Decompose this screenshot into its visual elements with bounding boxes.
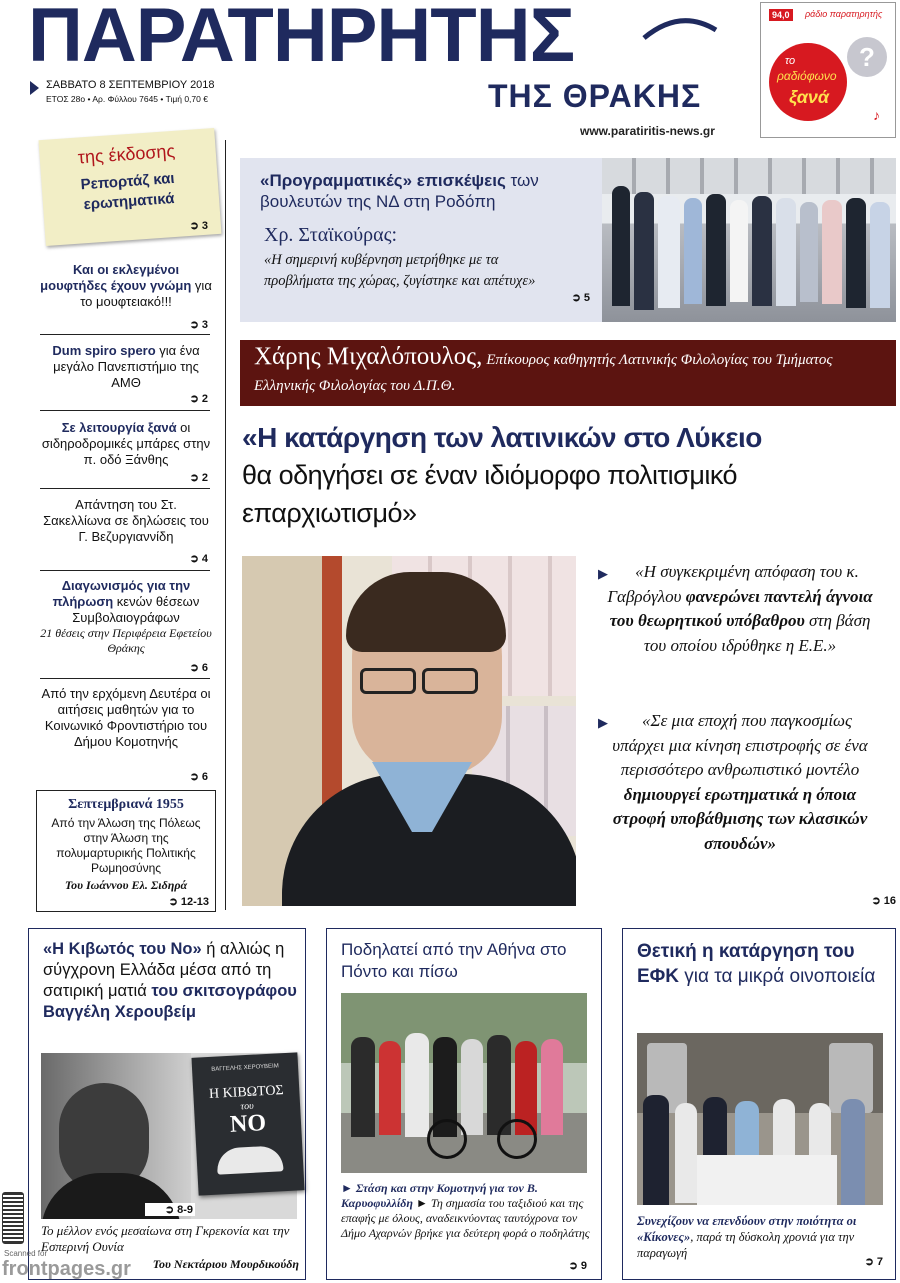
bottom-right-page[interactable]: ➲ 7 <box>864 1256 883 1268</box>
sidebar-header-page[interactable]: ➲ 3 <box>189 220 208 232</box>
sidebar-header-2: Ρεπορτάζ και ερωτηματικά <box>80 169 176 214</box>
issue-info: ΕΤΟΣ 28ο • Αρ. Φύλλου 7645 • Τιμή 0,70 € <box>46 94 208 104</box>
interviewee-name: Χάρης Μιχαλόπουλος, <box>254 343 483 370</box>
radio-frequency: 94,0 <box>769 9 793 21</box>
interviewee-name-role <box>254 344 884 399</box>
sidebar-item-page[interactable]: ➲ 6 <box>189 771 208 783</box>
bottom-right-headline: Θετική η κατάργηση του ΕΦΚ για τα μικρά οινοποιεία <box>637 941 876 987</box>
bottom-right-story[interactable] <box>622 928 896 1280</box>
sidebar-item-page[interactable]: ➲ 3 <box>189 319 208 331</box>
radio-station-name: ράδιο παρατηρητής <box>805 9 883 19</box>
winery-photo <box>637 1033 883 1205</box>
masthead-subtitle: ΤΗΣ ΘΡΑΚΗΣ <box>488 78 702 114</box>
radio-slogan-2: ραδιόφωνο <box>777 69 837 83</box>
divider <box>40 410 210 411</box>
radio-slogan-3: ξανά <box>789 87 830 107</box>
book-author: ΒΑΓΓΕΛΗΣ ΧΕΡΟΥΒΕΙΜ <box>211 1063 279 1073</box>
bottom-left-headline: «Η Κιβωτός του Νο» ή αλλιώς η σύγχρονη Ελλάδα μέσα από τη σατιρική ματιά του σκιτσογράφου Βαγγέλη Χερουβείμ <box>43 940 297 1021</box>
sidebar-boxed-author: Του Ιωάννου Ελ. Σιδηρά <box>64 878 188 892</box>
date-marker-icon <box>30 81 39 95</box>
top-story-quote: «Η σημερινή κυβέρνηση μετρήθηκε με τα προβλήματα της χώρας, ζυγίστηκε και απέτυχε» <box>264 252 536 289</box>
top-story-page[interactable]: ➲ 5 <box>571 292 590 304</box>
interviewee-banner <box>240 340 896 406</box>
sidebar-boxed-text: Από την Άλωση της Πόλεως στην Άλωση της πολυμαρτυρικής Πολιτικής Ρωμηοσύνης <box>51 816 201 875</box>
sidebar-header-1: της έκδοσης <box>77 140 176 168</box>
cyclist-group-photo <box>341 993 587 1173</box>
music-note-icon: ♪ <box>873 107 880 123</box>
sidebar-item-page[interactable]: ➲ 2 <box>189 393 208 405</box>
sidebar-item[interactable]: Σε λειτουργία ξανά οι σιδηροδρομικές μπάρες στην π. οδό Ξάνθης <box>41 420 211 467</box>
main-headline-bold: «Η κατάργηση των λατινικών στο Λύκειο <box>242 422 762 453</box>
top-story[interactable] <box>240 158 896 322</box>
book-cover <box>191 1052 304 1195</box>
book-title-3: ΝΟ <box>229 1110 267 1138</box>
book-title-1: Η ΚΙΒΩΤΟΣ <box>208 1083 285 1102</box>
sidebar-vline <box>225 140 226 910</box>
bottom-mid-story[interactable] <box>326 928 602 1280</box>
watermark-small: Scanned for <box>4 1249 48 1258</box>
sidebar-item-page[interactable]: ➲ 2 <box>189 472 208 484</box>
bottom-left-story[interactable] <box>28 928 306 1280</box>
sidebar-item-page[interactable]: ➲ 4 <box>189 553 208 565</box>
sidebar-item[interactable]: Και οι εκλεγμένοι μουφτήδες έχουν γνώμη για το μουφτειακό!!! <box>40 262 212 309</box>
masthead-swoosh-icon <box>640 8 720 42</box>
bottom-left-caption: Το μέλλον ενός μεσαίωνα στη Γκρεκονία και την Εσπερινή Ουνία <box>41 1223 290 1254</box>
sidebar-item[interactable]: Dum spiro spero για ένα μεγάλο Πανεπιστήμιο της ΑΜΘ <box>52 343 200 390</box>
main-story-page[interactable]: ➲ 16 <box>871 895 896 907</box>
sidebar-item-page[interactable]: ➲ 6 <box>189 662 208 674</box>
bottom-left-author: Του Νεκτάριου Μουρδικούδη <box>152 1257 299 1271</box>
radio-slogan-1: το <box>785 55 796 67</box>
bottom-mid-page[interactable]: ➲ 9 <box>568 1260 587 1272</box>
top-story-speaker: Χρ. Σταϊκούρας: <box>264 224 398 246</box>
book-title-2: του <box>240 1100 254 1113</box>
sidebar-boxed-heading: Σεπτεμβριανά 1955 <box>68 797 184 812</box>
pull-quote-2: «Σε μια εποχή που παγκοσμίως υπάρχει μια κίνηση επιστροφής σε ένα περισσότερο ανθρωπιστικό μοντέλο δημιουργεί ερωτηματικά η όποια στροφή υποβάθμισης των κλασικών σπουδών» <box>612 711 868 853</box>
sidebar-item[interactable]: Διαγωνισμός για την πλήρωση κενών θέσεων Συμβολαιογράφων 21 θέσεις στην Περιφέρεια Εφετείου Θράκης <box>40 578 212 655</box>
sidebar-item[interactable]: Από την ερχόμενη Δευτέρα οι αιτήσεις μαθητών για το Κοινωνικό Φροντιστήριο του Δήμου Κομοτηνής <box>41 686 211 749</box>
masthead-title: ΠΑΡΑΤΗΡΗΤΗΣ <box>28 0 575 78</box>
site-url[interactable]: www.paratiritis-news.gr <box>580 124 715 138</box>
top-story-headline: «Προγραμματικές» επισκέψεις των βουλευτών της ΝΔ στη Ροδόπη <box>260 171 539 211</box>
question-mark-icon: ? <box>847 37 887 77</box>
bottom-left-photo-page[interactable]: ➲ 8-9 <box>145 1203 195 1216</box>
main-headline-rest: θα οδηγήσει σε έναν ιδιόμορφο πολιτισμικό επαρχιωτισμό» <box>242 460 738 528</box>
issue-date: ΣΑΒΒΑΤΟ 8 ΣΕΠΤΕΜΒΡΙΟΥ 2018 <box>46 79 215 91</box>
pull-quote-1: «Η συγκεκριμένη απόφαση του κ. Γαβρόγλου φανερώνει παντελή άγνοια του θεωρητικού υπόβαθρου στη βάση του οποίου ιδρύθηκε η Ε.Ε.» <box>607 562 873 655</box>
politicians-photo <box>602 158 896 322</box>
bottom-right-caption: Συνεχίζουν να επενδύουν στην ποιότητα οι «Κίκονες», παρά τη δύσκολη χρονιά για την παραγωγή <box>637 1214 857 1260</box>
barcode-seal-icon <box>2 1192 24 1244</box>
quote-bullet-icon: ▶ <box>598 566 608 581</box>
radio-ad[interactable] <box>760 2 896 138</box>
main-headline[interactable] <box>242 420 898 532</box>
quote-bullet-icon: ▶ <box>598 715 608 730</box>
interviewee-photo <box>242 556 576 906</box>
sidebar-boxed-page[interactable]: ➲ 12-13 <box>168 896 209 908</box>
sidebar-boxed-item[interactable] <box>36 790 216 912</box>
divider <box>40 570 210 571</box>
bottom-mid-headline: Ποδηλατεί από την Αθήνα στο Πόντο και πίσω <box>341 940 567 981</box>
bottom-mid-caption: ► Στάση και στην Κομοτηνή για τον Β. Καρυοφυλλίδη ► Τη σημασία του ταξιδιού και της επαφής με όλους, αναδεικνύοντας ταυτόχρονα τον Δήμο Αχαρνών βρήκε για δεύτερη φορά ο ποδηλάτης <box>341 1181 590 1240</box>
divider <box>40 334 210 335</box>
watermark: frontpages.gr <box>2 1258 131 1280</box>
divider <box>40 488 210 489</box>
sidebar-item[interactable]: Απάντηση του Στ. Σακελλίωνα σε δηλώσεις του Γ. Βεζυργιαννίδη <box>43 497 209 544</box>
divider <box>40 678 210 679</box>
interviewee-role: Επίκουρος καθηγητής Λατινικής Φιλολογίας του Τμήματος Ελληνικής Φιλολογίας του Δ.Π.Θ. <box>254 352 833 394</box>
